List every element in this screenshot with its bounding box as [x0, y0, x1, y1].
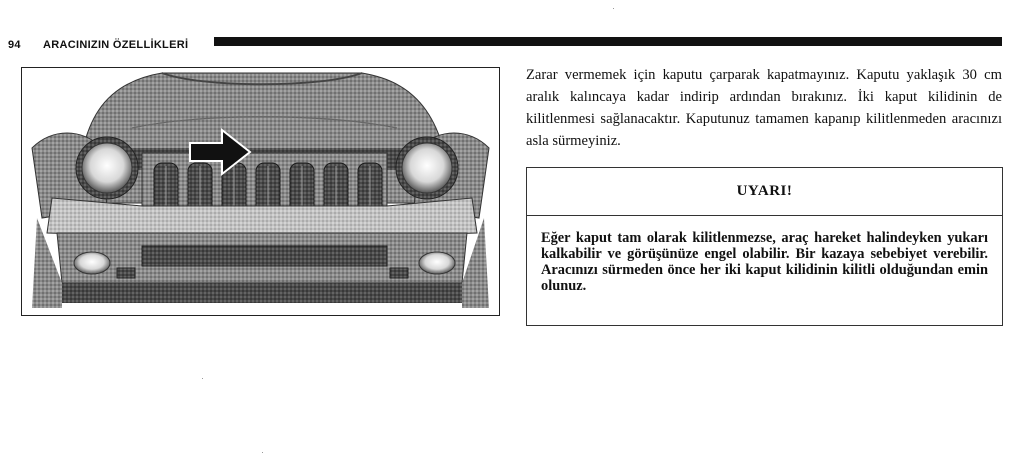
warning-box	[526, 167, 1003, 326]
vehicle-front-illustration	[22, 68, 499, 315]
scan-speck	[262, 452, 263, 453]
header-rule	[214, 37, 1002, 46]
vehicle-front-figure	[21, 67, 500, 316]
warning-title: UYARI!	[527, 168, 1002, 216]
section-title: ARACINIZIN ÖZELLİKLERİ	[43, 39, 189, 51]
scan-speck	[202, 378, 203, 379]
scan-speck	[613, 8, 614, 9]
warning-text: Eğer kaput tam olarak kilitlenmezse, araç hareket halindeyken yukarı kalkabilir ve görüşünüze engel olabilir. Bir kazaya sebebiyet verebilir. Aracınızı sürmeden önce her iki kaput kilidinin kilitli olduğundan emin olunuz.	[541, 230, 988, 294]
hood-closing-instructions: Zarar vermemek için kaputu çarparak kapatmayınız. Kaputu yaklaşık 30 cm aralık kalıncaya kadar indirip ardından bırakınız. İki kaput kilidinin de kilitlenmesi sağlanacaktır. Kaputunuz tamamen kapanıp kilitlenmeden aracınızı asla sürmeyiniz.	[526, 67, 1002, 149]
page-number: 94	[8, 39, 21, 51]
